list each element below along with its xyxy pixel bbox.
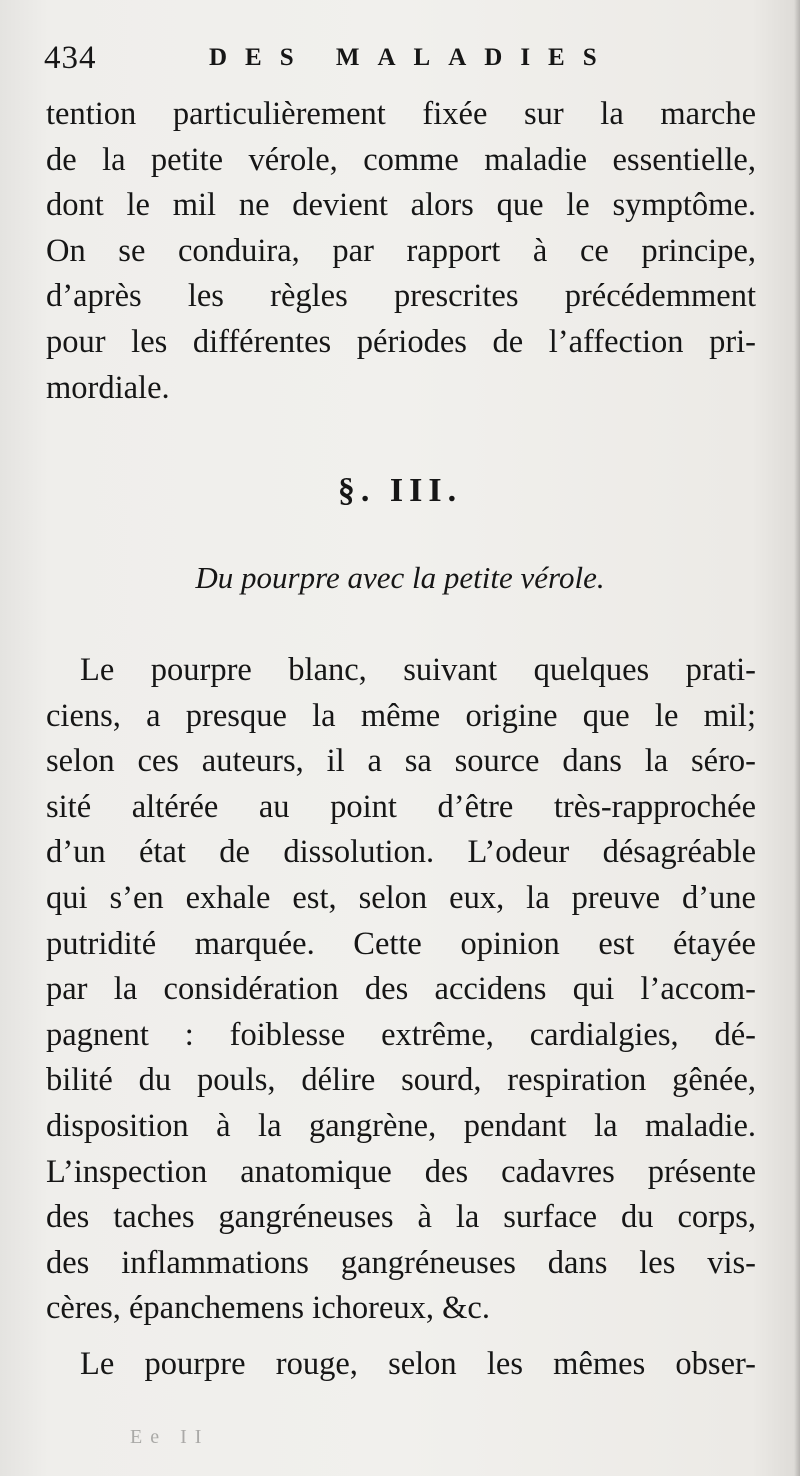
text-line: d’un état de dissolution. L’odeur désagréable <box>46 834 756 871</box>
paragraph-white-purpura <box>46 648 756 1332</box>
text-line: mordiale. <box>46 369 170 406</box>
text-line: disposition à la gangrène, pendant la maladie. <box>46 1107 756 1144</box>
text-line: Le pourpre rouge, selon les mêmes obser- <box>80 1346 756 1382</box>
section-number: §. III. <box>337 472 463 509</box>
text-line: des inflammations gangréneuses dans les vis- <box>46 1244 756 1281</box>
running-head <box>44 40 764 90</box>
scan-edge-shadow <box>794 0 800 1476</box>
text-line: selon ces auteurs, il a sa source dans la séro- <box>46 743 756 780</box>
text-line: qui s’en exhale est, selon eux, la preuve d’une <box>46 879 756 916</box>
text-line: par la considération des accidens qui l’accom- <box>46 971 756 1008</box>
text-line: tention particulièrement fixée sur la marche <box>46 96 756 132</box>
text-line: pagnent : foiblesse extrême, cardialgies, dé- <box>46 1016 756 1053</box>
text-line: pour les différentes périodes de l’affection pri- <box>46 323 756 360</box>
text-line: L’inspection anatomique des cadavres présente <box>46 1153 756 1190</box>
paragraph-red-purpura <box>46 1342 756 1388</box>
text-line: de la petite vérole, comme maladie essentielle, <box>46 141 756 178</box>
text-line: bilité du pouls, délire sourd, respiration gênée, <box>46 1062 756 1099</box>
page-number: 434 <box>44 40 97 76</box>
text-line: putridité marquée. Cette opinion est étayée <box>46 925 756 962</box>
text-line: d’après les règles prescrites précédemment <box>46 278 756 315</box>
printer-signature: Ee II <box>130 1426 210 1448</box>
text-line: des taches gangréneuses à la surface du corps, <box>46 1199 756 1236</box>
text-line: cères, épanchemens ichoreux, &c. <box>46 1290 490 1327</box>
section-title: Du pourpre avec la petite vérole. <box>195 560 605 595</box>
intro-paragraph <box>46 92 756 411</box>
text-line: On se conduira, par rapport à ce principe, <box>46 232 756 269</box>
text-line: ciens, a presque la même origine que le mil; <box>46 697 756 734</box>
text-line: sité altérée au point d’être très-rapprochée <box>46 788 756 825</box>
text-line: Le pourpre blanc, suivant quelques prati- <box>80 652 756 688</box>
text-line: dont le mil ne devient alors que le symptôme. <box>46 187 756 224</box>
running-title: DES MALADIES <box>209 44 615 71</box>
